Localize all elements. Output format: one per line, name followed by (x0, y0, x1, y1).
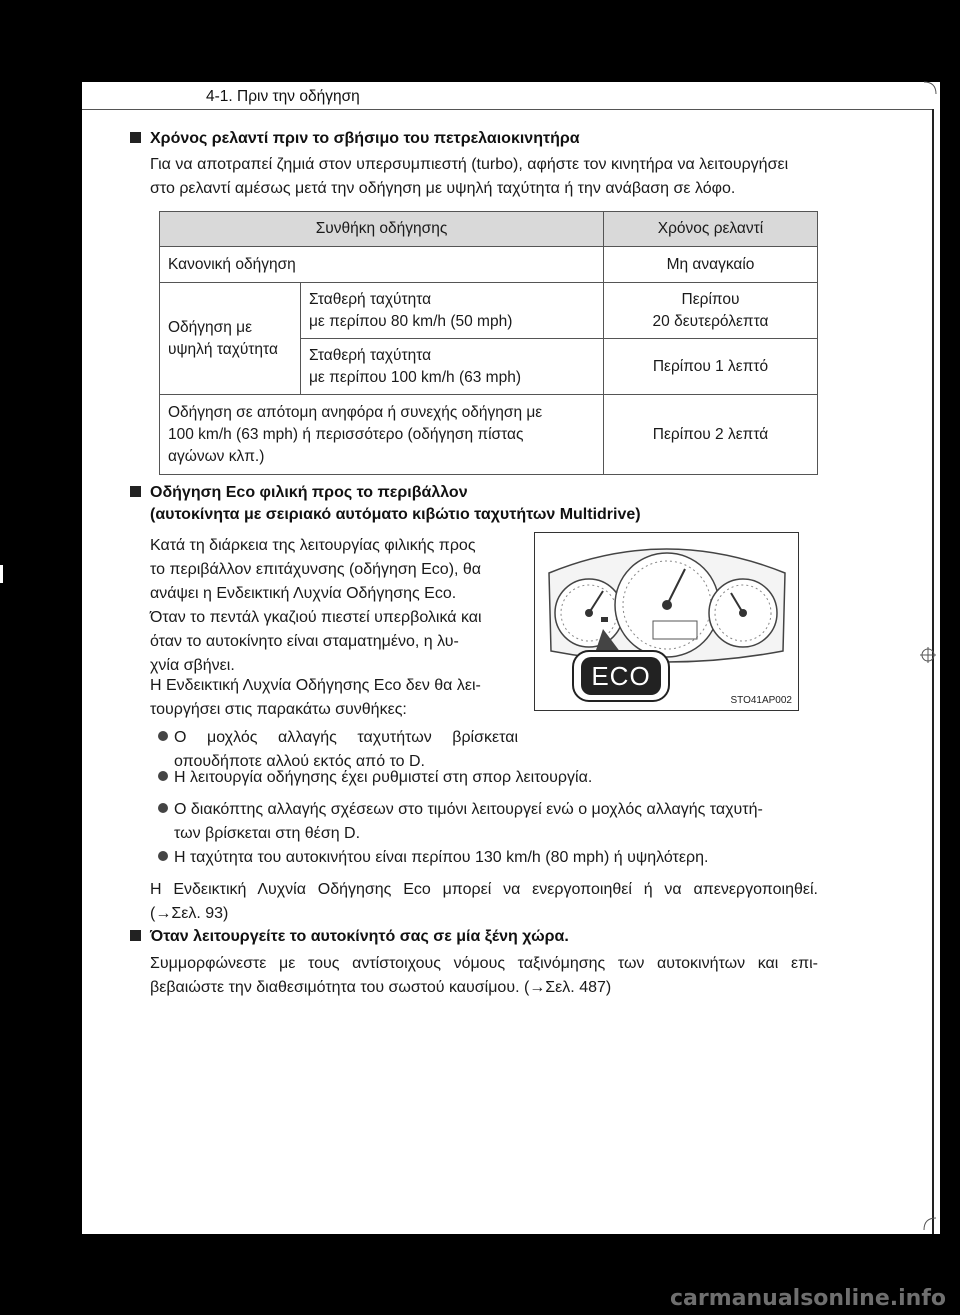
bullet-icon (158, 731, 168, 741)
section1-line2: στο ρελαντί αμέσως μετά την οδήγηση με υψηλή ταχύτητα ή την ανάβαση σε λόφο. (150, 180, 736, 197)
eco-paragraph-3: Η Ενδεικτική Λυχνία Οδήγησης Eco μπορεί να ενεργοποιηθεί ή να απενεργοποιηθεί. (→Σελ. 93) (150, 878, 818, 926)
eco-indicator-figure (534, 532, 799, 711)
eco-bullet-3: Ο διακόπτης αλλαγής σχέσεων στο τιμόνι λειτουργεί ενώ ο μοχλός αλλαγής ταχυτή- των βρίσκεται στη θέση D. (158, 798, 818, 846)
table-row-normal-time: Μη αναγκαίο (604, 247, 818, 283)
eco-bullet-1: Ο μοχλός αλλαγής ταχυτήτων βρίσκεται οπουδήποτε αλλού εκτός από το D. (158, 726, 518, 774)
eco-indicator-label: ECO (591, 661, 651, 691)
square-bullet-icon (130, 132, 141, 143)
square-bullet-icon (130, 930, 141, 941)
table-row-uphill-time: Περίπου 2 λεπτά (604, 395, 818, 475)
eco-paragraph-1: Κατά τη διάρκεια της λειτουργίας φιλικής προς το περιβάλλον επιτάχυνσης (οδήγηση Eco), θα ανάψει η Ενδεικτική Λυχνία Οδήγησης Eco. Όταν το πεντάλ γκαζιού πιεστεί υπερβολικά και όταν το αυτοκίνητο είναι σταματημένο, η λυ- χνία σβήνει. (150, 537, 482, 674)
watermark: carmanualsonline.info (670, 1286, 946, 1311)
eco-bullet-4: Η ταχύτητα του αυτοκινήτου είναι περίπου 130 km/h (80 mph) ή υψηλότερη. (158, 846, 708, 870)
manual-page (82, 82, 940, 1234)
eco-paragraph-2: Η Ενδεικτική Λυχνία Οδήγησης Eco δεν θα λει- τουργήσει στις παρακάτω συνθήκες: (150, 677, 481, 718)
registration-mark-icon (922, 80, 938, 96)
page-reference-link[interactable]: (→Σελ. 93) (150, 905, 229, 922)
table-row-80kmh-condition: Σταθερή ταχύτητα με περίπου 80 km/h (50 mph) (301, 283, 604, 339)
table-row-100kmh-time: Περίπου 1 λεπτό (604, 339, 818, 395)
section3-paragraph: Συμμορφώνεστε με τους αντίστοιχους νόμους ταξινόμησης των αυτοκινήτων και επι- βεβαιώστε την διαθεσιμότητα του σωστού καυσίμου. (→Σελ. 487) (150, 955, 818, 996)
table-header-time: Χρόνος ρελαντί (604, 212, 818, 247)
table-header-condition: Συνθήκη οδήγησης (160, 212, 604, 247)
instrument-cluster-illustration (535, 533, 798, 710)
page-header: 4-1. Πριν την οδήγηση (206, 88, 360, 105)
section-title-idle-time: Χρόνος ρελαντί πριν το σβήσιμο του πετρελαιοκινητήρα (130, 128, 580, 150)
header-rule (82, 109, 932, 110)
figure-code: STO41AP002 (730, 695, 792, 706)
left-edge-mark (0, 565, 3, 583)
table-row-normal-condition: Κανονική οδήγηση (160, 247, 604, 283)
section-title-eco-driving: Οδήγηση Eco φιλική προς το περιβάλλον (αυτοκίνητα με σειριακό αυτόματο κιβώτιο ταχυτήτων Multidrive) (130, 482, 641, 526)
bullet-icon (158, 803, 168, 813)
eco-bullet-2: Η λειτουργία οδήγησης έχει ρυθμιστεί στη σπορ λειτουργία. (158, 766, 592, 790)
square-bullet-icon (130, 486, 141, 497)
table-row-100kmh-condition: Σταθερή ταχύτητα με περίπου 100 km/h (63 mph) (301, 339, 604, 395)
table-row-80kmh-time: Περίπου 20 δευτερόλεπτα (604, 283, 818, 339)
bullet-icon (158, 851, 168, 861)
table-group-high-speed: Οδήγηση με υψηλή ταχύτητα (160, 283, 301, 395)
registration-mark-icon (920, 647, 936, 663)
idle-time-table (159, 211, 818, 475)
table-row-uphill-condition: Οδήγηση σε απότομη ανηφόρα ή συνεχής οδήγηση με 100 km/h (63 mph) ή περισσότερο (οδήγηση πίστας αγώνων κλπ.) (160, 395, 604, 475)
section-title-foreign-country: Όταν λειτουργείτε το αυτοκίνητό σας σε μία ξένη χώρα. (130, 926, 569, 948)
bullet-icon (158, 771, 168, 781)
registration-mark-icon (922, 1216, 938, 1232)
section1-line1: Για να αποτραπεί ζημιά στον υπερσυμπιεστή (turbo), αφήστε τον κινητήρα να λειτουργήσει (150, 156, 789, 173)
page-edge-rule (932, 109, 934, 1234)
